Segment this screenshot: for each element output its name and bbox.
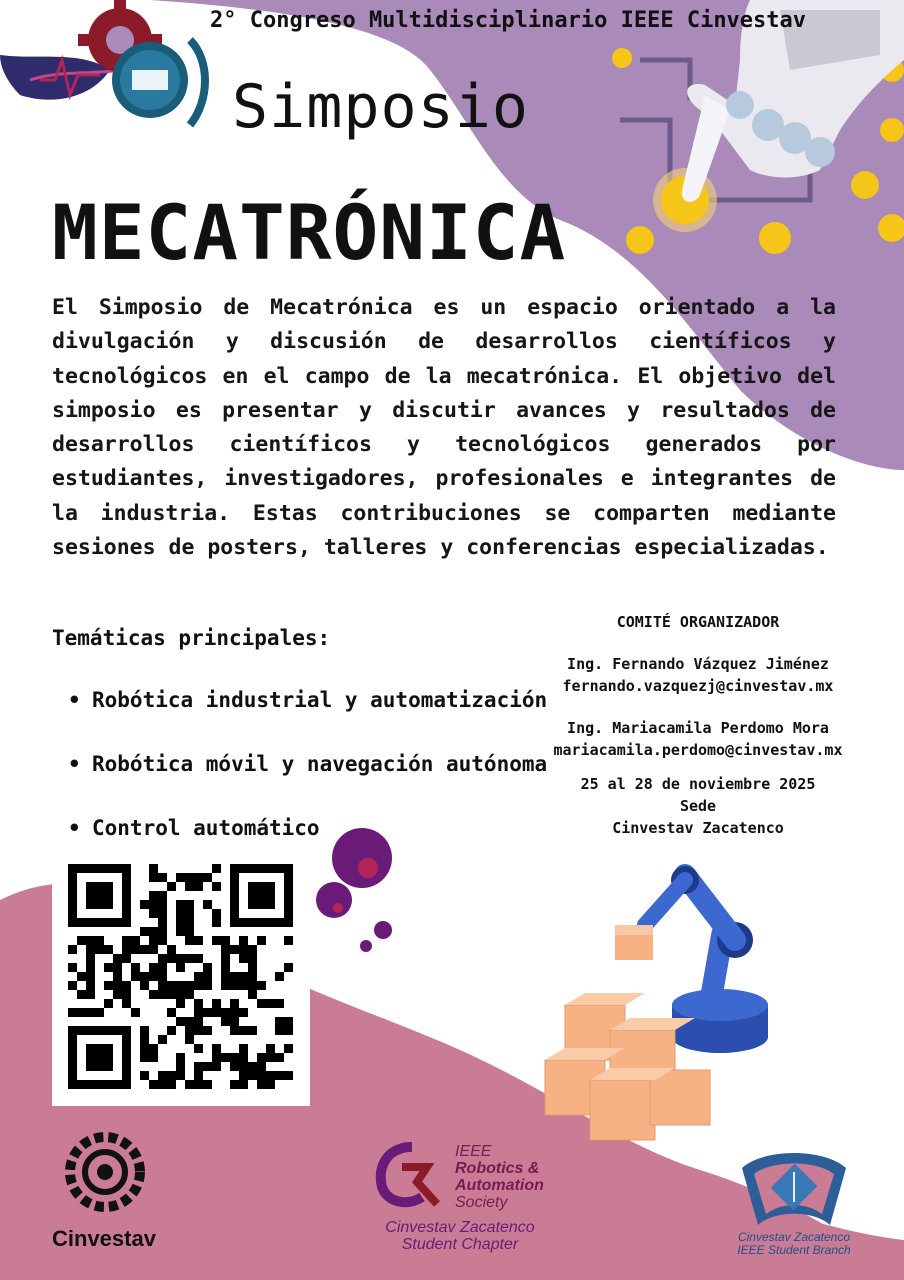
event-dates: 25 al 28 de noviembre 2025: [580, 775, 816, 793]
decorative-circles: [310, 820, 400, 960]
committee-heading: COMITÉ ORGANIZADOR: [616, 613, 780, 631]
member-name: Ing. Mariacamila Perdomo Mora: [567, 719, 829, 737]
topic-item: • Control automático: [62, 816, 547, 880]
qr-code-container[interactable]: [52, 848, 310, 1106]
ieee-ras-logo-icon: [372, 1142, 452, 1212]
symposium-label: Simposio: [232, 72, 529, 142]
member-email[interactable]: fernando.vazquezj@cinvestav.mx: [562, 677, 834, 695]
robot-arm-icon: [535, 855, 785, 1145]
congress-logo-icon: [0, 0, 220, 140]
venue-label: Sede: [679, 797, 717, 815]
ras-chapter-text: Cinvestav Zacatenco Student Chapter: [385, 1219, 535, 1253]
congress-title: 2° Congreso Multidisciplinario IEEE Cinvestav: [210, 8, 807, 33]
member-name: Ing. Fernando Vázquez Jiménez: [567, 655, 829, 673]
ras-text: IEEE Robotics & Automation Society: [455, 1143, 544, 1211]
cinvestav-logo-icon: [55, 1130, 165, 1225]
page-title: MECATRÓNICA: [52, 188, 567, 277]
cinvestav-label: Cinvestav: [52, 1226, 156, 1251]
committee-block: [520, 611, 876, 839]
student-branch-logo-icon: [734, 1150, 854, 1232]
member-email[interactable]: mariacamila.perdomo@cinvestav.mx: [553, 741, 843, 759]
venue: Cinvestav Zacatenco: [612, 819, 784, 837]
description: El Simposio de Mecatrónica es un espacio orientado a la divulgación y discusión de desarrollos científicos y tecnológicos en el campo de la mecatrónica. El objetivo del simposio es presentar y discutir avances y resultados de desarrollos científicos y tecnológicos generados por estudiantes, investigadores, profesionales e integrantes de la industria. Estas contribuciones se comparten mediante sesiones de posters, talleres y conferencias especializadas.: [52, 295, 836, 561]
topic-item: • Robótica industrial y automatización: [62, 688, 547, 752]
robot-hand-icon: [610, 0, 904, 260]
branch-text: Cinvestav Zacatenco IEEE Student Branch: [737, 1230, 851, 1257]
topic-item: • Robótica móvil y navegación autónoma: [62, 752, 547, 816]
topics-heading: Temáticas principales:: [52, 626, 331, 650]
qr-code-icon: [52, 848, 310, 1106]
